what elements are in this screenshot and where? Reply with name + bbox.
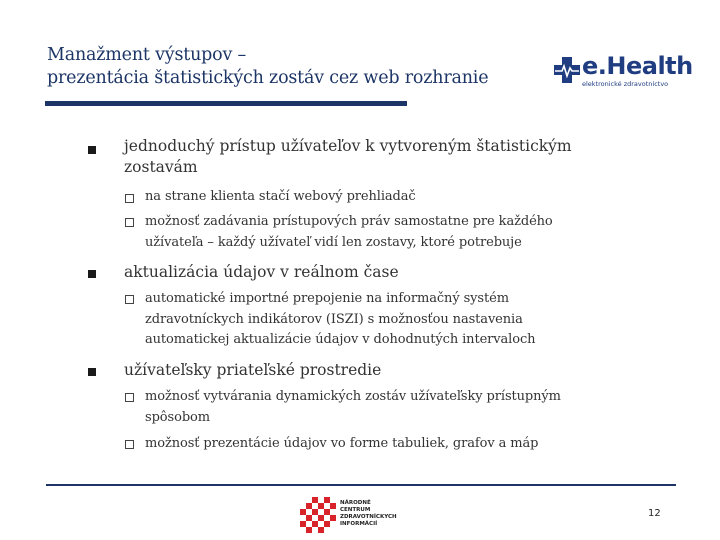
sub-bullet-square-icon [125, 194, 134, 203]
sub-bullet-item [145, 289, 645, 351]
footer-divider [46, 484, 676, 486]
slide-title [47, 44, 567, 90]
title-underline [45, 101, 407, 106]
sub-bullet-square-icon [125, 218, 134, 227]
sub-bullet-square-icon [125, 295, 134, 304]
ehealth-subtitle: elektronické zdravotníctvo [582, 80, 669, 88]
sub-bullet-text: možnosť zadávania prístupových práv samostatne pre každého [145, 214, 553, 229]
nczi-text-line: INFORMÁCIÍ [340, 521, 378, 527]
nczi-name [340, 500, 397, 528]
nczi-text-line: CENTRUM [340, 507, 371, 513]
bullet-text: užívateľsky priateľské prostredie [124, 361, 382, 379]
sub-bullet-item [145, 434, 645, 455]
bullet-item [124, 360, 644, 381]
nczi-checker-icon [300, 497, 336, 533]
sub-bullet-text: zdravotníckych indikátorov (ISZI) s možnosťou nastavenia [145, 311, 523, 327]
ehealth-wordmark: e.Health [582, 52, 693, 80]
sub-bullet-text: užívateľa – každý užívateľ vidí len zostavy, ktoré potrebuje [145, 234, 522, 250]
sub-bullet-item [145, 387, 645, 428]
ehealth-cross-icon [552, 55, 582, 85]
sub-bullet-text: na strane klienta stačí webový prehliadač [145, 189, 416, 204]
sub-bullet-text: spôsobom [145, 409, 210, 425]
nczi-text-line: ZDRAVOTNÍCKYCH [340, 514, 397, 520]
nczi-text-line: NÁRODNÉ [340, 500, 371, 506]
bullet-square-icon [88, 368, 96, 376]
page-number: 12 [648, 508, 661, 519]
sub-bullet-square-icon [125, 393, 134, 402]
bullet-text: jednoduchý prístup užívateľov k vytvoreným štatistickým [124, 137, 572, 155]
bullet-text: zostavám [124, 158, 198, 176]
sub-bullet-text: automatickej aktualizácie údajov v dohodnutých intervaloch [145, 332, 536, 347]
nczi-logo [300, 497, 410, 537]
sub-bullet-text: automatické importné prepojenie na informačný systém [145, 291, 509, 306]
sub-bullet-item [145, 212, 645, 253]
sub-bullet-item [145, 187, 645, 208]
title-line-2: prezentácia štatistických zostáv cez web rozhranie [47, 68, 489, 88]
bullet-text: aktualizácia údajov v reálnom čase [124, 263, 399, 281]
sub-bullet-square-icon [125, 440, 134, 449]
sub-bullet-text: možnosť prezentácie údajov vo forme tabuliek, grafov a máp [145, 436, 539, 451]
sub-bullet-text: možnosť vytvárania dynamických zostáv užívateľsky prístupným [145, 389, 561, 404]
bullet-square-icon [88, 270, 96, 278]
bullet-item [124, 262, 644, 283]
bullet-square-icon [88, 146, 96, 154]
title-line-1: Manažment výstupov – [47, 45, 247, 65]
bullet-item [124, 136, 644, 178]
ehealth-logo [552, 52, 693, 97]
